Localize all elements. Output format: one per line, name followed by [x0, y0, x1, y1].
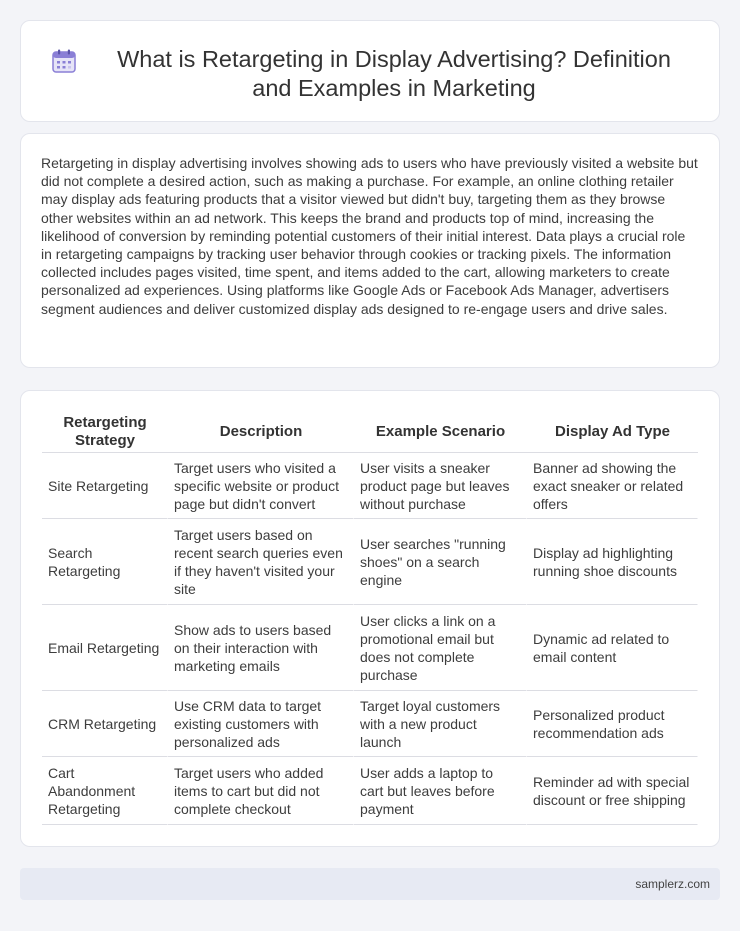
- table-row: [42, 453, 698, 519]
- intro-paragraph: Retargeting in display advertising involves showing ads to users who have previously visited a website but did not complete a desired action, such as making a purchase. For example, an online clothing retailer may display ads featuring products that a visitor viewed but didn't buy, targeting them as they browse other websites within an ad network. This keeps the brand and products top of mind, increasing the likelihood of conversion by reminding potential customers of their initial interest. Data plays a crucial role in retargeting campaigns by tracking user behavior through cookies or tracking pixels. The information collected includes pages visited, time spent, and items added to the cart, allowing marketers to create personalized ad experiences. Using platforms like Google Ads or Facebook Ads Manager, advertisers segment audiences and deliver customized display ads designed to re-engage users and drive sales.: [41, 155, 698, 317]
- table-cell: Dynamic ad related to email content: [527, 605, 698, 691]
- table-cell: Target users based on recent search queries even if they haven't visited your site: [168, 519, 354, 605]
- column-header-example: Example Scenario: [354, 411, 527, 453]
- table-cell: Email Retargeting: [42, 605, 168, 691]
- table-cell: User clicks a link on a promotional email but does not complete purchase: [354, 605, 527, 691]
- table-cell: Display ad highlighting running shoe discounts: [527, 519, 698, 605]
- table-header-row: [42, 411, 698, 453]
- table-cell: Target loyal customers with a new product launch: [354, 691, 527, 757]
- table-cell: Site Retargeting: [42, 453, 168, 519]
- table-cell: Use CRM data to target existing customers with personalized ads: [168, 691, 354, 757]
- table-cell: User adds a laptop to cart but leaves before payment: [354, 757, 527, 825]
- page-title: What is Retargeting in Display Advertising? Definition and Examples in Marketing: [117, 46, 671, 101]
- table-cell: Personalized product recommendation ads: [527, 691, 698, 757]
- column-header-description: Description: [168, 411, 354, 453]
- table-cell: CRM Retargeting: [42, 691, 168, 757]
- table-cell: Cart Abandonment Retargeting: [42, 757, 168, 825]
- table-cell: Banner ad showing the exact sneaker or related offers: [527, 453, 698, 519]
- table-row: [42, 605, 698, 691]
- strategy-table: [42, 411, 698, 825]
- table-row: [42, 519, 698, 605]
- column-header-strategy: Retargeting Strategy: [42, 411, 168, 453]
- footer-bar: [20, 868, 720, 900]
- strategy-table-card: [20, 390, 720, 847]
- column-header-ad-type: Display Ad Type: [527, 411, 698, 453]
- table-cell: Show ads to users based on their interaction with marketing emails: [168, 605, 354, 691]
- table-cell: Reminder ad with special discount or free shipping: [527, 757, 698, 825]
- table-cell: Target users who added items to cart but did not complete checkout: [168, 757, 354, 825]
- title-card: [20, 20, 720, 122]
- intro-card: [20, 133, 720, 368]
- table-row: [42, 757, 698, 825]
- table-cell: Search Retargeting: [42, 519, 168, 605]
- calendar-icon: [51, 48, 77, 74]
- footer-site-link[interactable]: samplerz.com: [635, 877, 710, 891]
- table-cell: Target users who visited a specific website or product page but didn't convert: [168, 453, 354, 519]
- table-cell: User visits a sneaker product page but leaves without purchase: [354, 453, 527, 519]
- table-cell: User searches "running shoes" on a search engine: [354, 519, 527, 605]
- table-row: [42, 691, 698, 757]
